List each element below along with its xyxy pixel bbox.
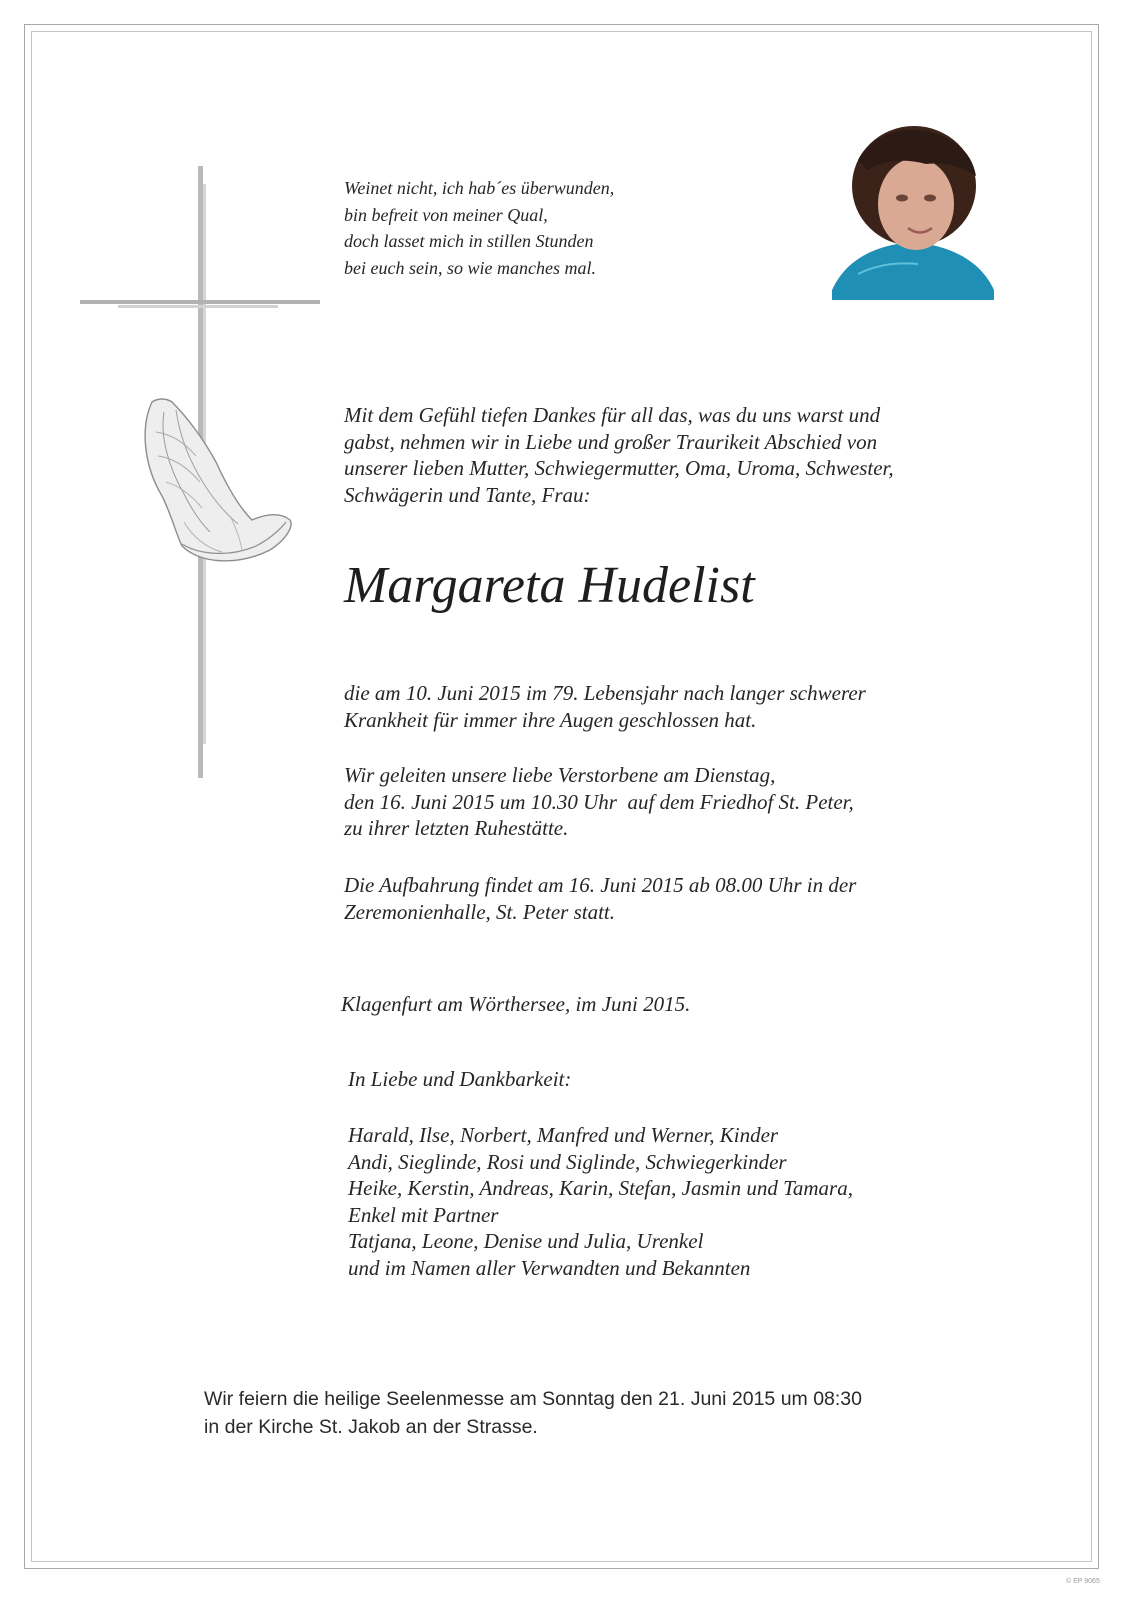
intro-line: gabst, nehmen wir in Liebe und großer Traurikeit Abschied von [344,429,878,454]
viewing-line: Die Aufbahrung findet am 16. Juni 2015 ab 08.00 Uhr in der [344,873,857,897]
poem-line: bin befreit von meiner Qual, [344,204,548,225]
funeral-line: Wir geleiten unsere liebe Verstorbene am Dienstag, [344,763,776,787]
family-line: Tatjana, Leone, Denise und Julia, Urenkel [348,1229,704,1253]
intro-paragraph [344,402,894,508]
poem [344,175,614,281]
family-line: und im Namen aller Verwandten und Bekannten [348,1255,751,1280]
viewing-line: Zeremonienhalle, St. Peter statt. [344,899,616,924]
family-line: Enkel mit Partner [348,1202,499,1227]
closing-phrase: In Liebe und Dankbarkeit: [348,1067,572,1091]
poem-line: bei euch sein, so wie manches mal. [344,257,596,278]
print-code: © EP 9065 [1066,1578,1100,1585]
place-date: Klagenfurt am Wörthersee, im Juni 2015. [341,992,691,1016]
mass-line: in der Kirche St. Jakob an der Strasse. [204,1416,538,1438]
family-line: Harald, Ilse, Norbert, Manfred und Werner, Kinder [348,1123,779,1147]
funeral-line: zu ihrer letzten Ruhestätte. [344,816,569,840]
intro-line: Schwägerin und Tante, Frau: [344,482,591,507]
funeral-line: den 16. Juni 2015 um 10.30 Uhr auf dem Friedhof St. Peter, [344,789,854,814]
family-line: Andi, Sieglinde, Rosi und Siglinde, Schwiegerkinder [348,1149,787,1174]
intro-line: unserer lieben Mutter, Schwiegermutter, Oma, Uroma, Schwester, [344,456,894,480]
memorial-mass-notice [204,1385,862,1441]
funeral-info [344,762,854,842]
poem-line: Weinet nicht, ich hab´es überwunden, [344,178,615,198]
death-notice-line: die am 10. Juni 2015 im 79. Lebensjahr nach langer schwerer [344,681,866,705]
viewing-info [344,872,856,925]
death-notice [344,680,866,733]
mass-line: Wir feiern die heilige Seelenmesse am Sonntag den 21. Juni 2015 um 08:30 [204,1388,862,1410]
portrait-photo [828,114,996,304]
family-list [348,1122,853,1281]
praying-hands-icon [145,399,291,561]
death-notice-line: Krankheit für immer ihre Augen geschlossen hat. [344,707,757,732]
intro-line: Mit dem Gefühl tiefen Dankes für all das, was du uns warst und [344,403,881,427]
deceased-name: Margareta Hudelist [344,557,755,614]
cross-icon [80,166,320,786]
family-line: Heike, Kerstin, Andreas, Karin, Stefan, Jasmin und Tamara, [348,1176,853,1200]
poem-line: doch lasset mich in stillen Stunden [344,231,594,251]
